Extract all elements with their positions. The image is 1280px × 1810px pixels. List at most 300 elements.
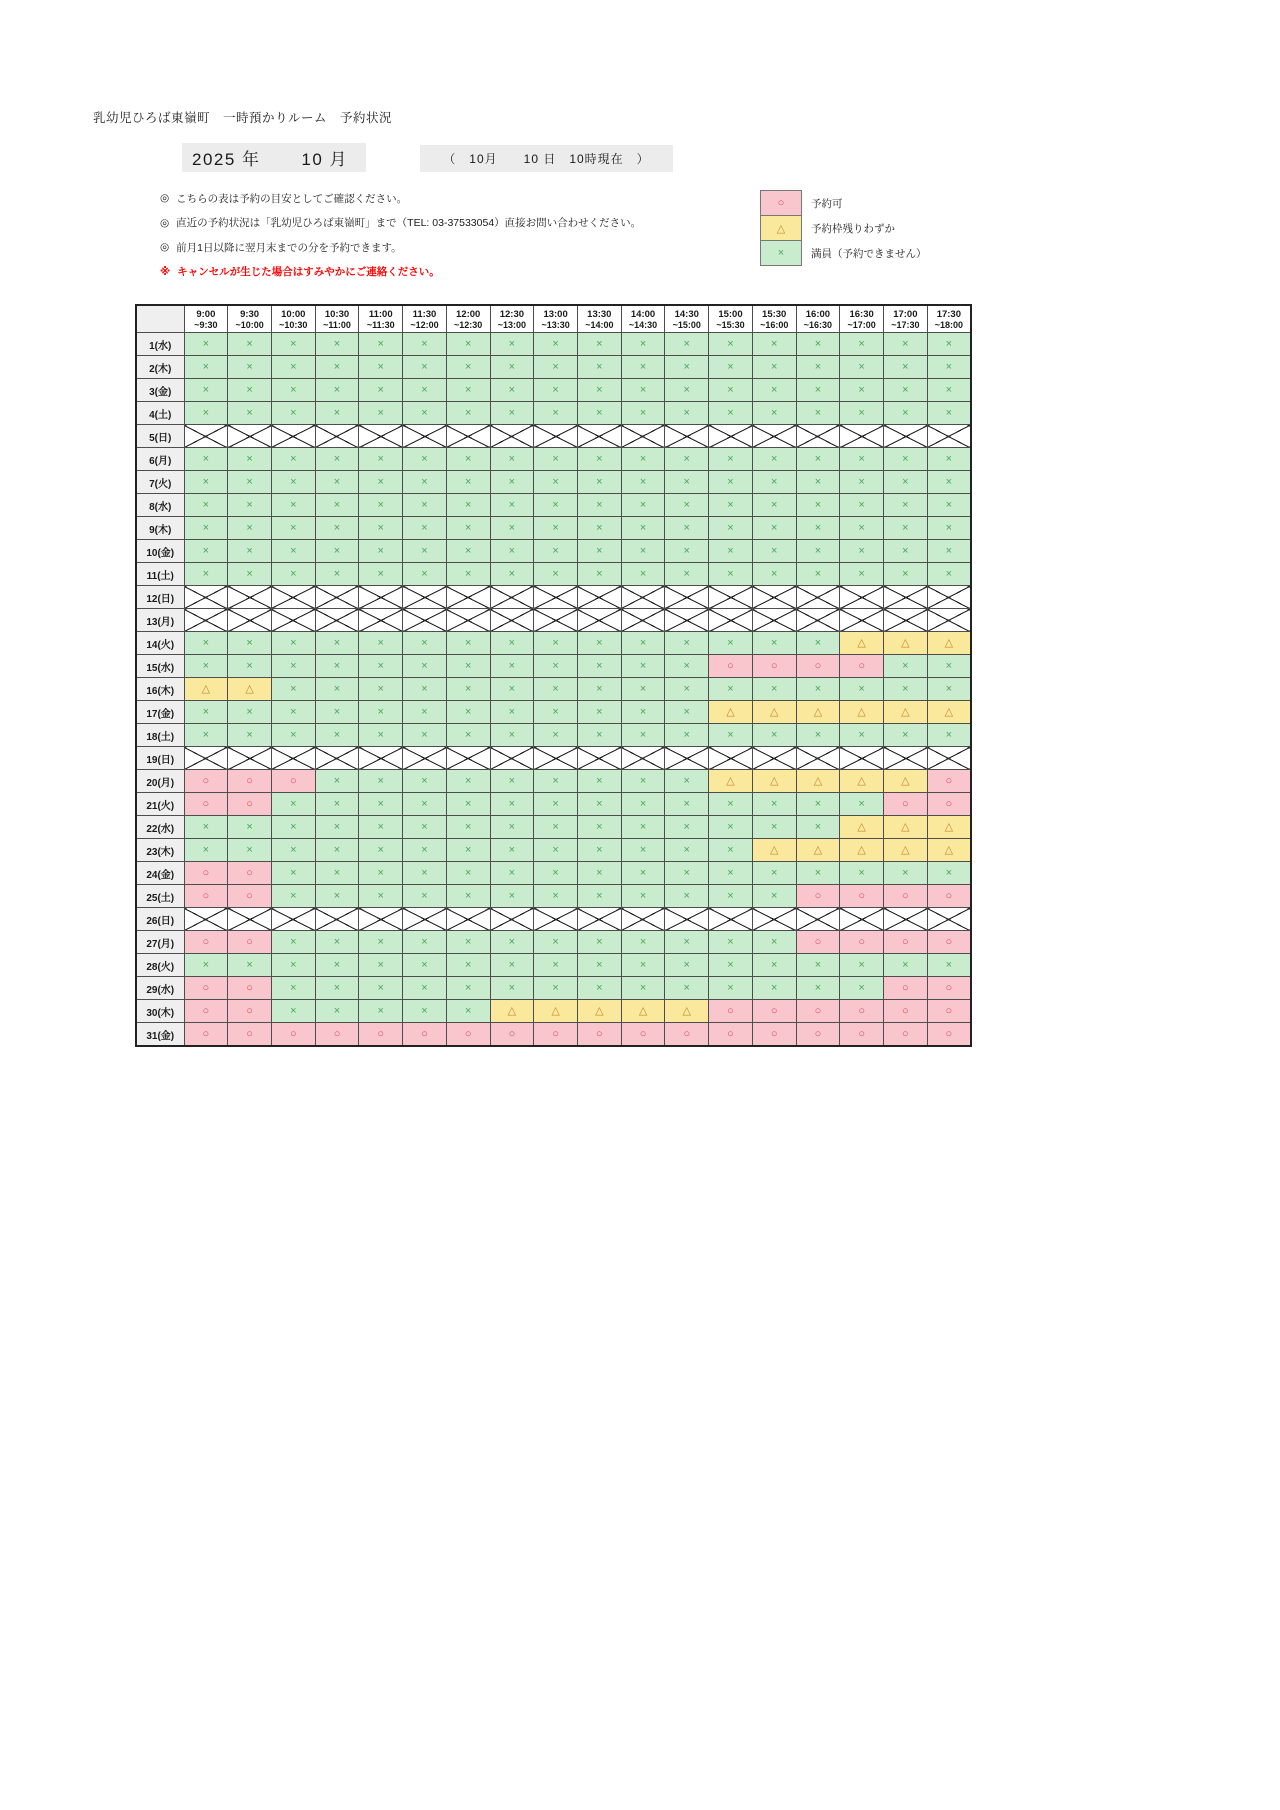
slot-cell-closed [490, 747, 534, 770]
time-slot-header [490, 305, 534, 333]
slot-cell: × [534, 494, 578, 517]
time-start: 12:00 [456, 308, 481, 320]
slot-cell: ○ [621, 1023, 665, 1047]
day-label: 5(日) [136, 425, 184, 448]
slot-cell: ○ [752, 1023, 796, 1047]
slot-cell: × [796, 678, 840, 701]
slot-cell: × [927, 655, 971, 678]
slot-cell: × [752, 954, 796, 977]
slot-cell: × [840, 379, 884, 402]
slot-cell: × [359, 356, 403, 379]
slot-cell-closed [403, 747, 447, 770]
day-label: 29(水) [136, 977, 184, 1000]
slot-cell: × [621, 770, 665, 793]
slot-cell: × [796, 333, 840, 356]
slot-cell: ○ [927, 885, 971, 908]
slot-cell: × [577, 816, 621, 839]
slot-cell-closed [840, 908, 884, 931]
slot-cell: × [577, 333, 621, 356]
day-label: 7(火) [136, 471, 184, 494]
slot-cell: × [271, 931, 315, 954]
slot-cell: × [927, 333, 971, 356]
day-label: 23(木) [136, 839, 184, 862]
reservation-table [135, 304, 972, 1047]
slot-cell: ○ [927, 1000, 971, 1023]
slot-cell: × [796, 379, 840, 402]
day-label: 11(土) [136, 563, 184, 586]
slot-cell: × [184, 494, 228, 517]
time-end: ~18:00 [934, 319, 963, 330]
slot-cell: × [884, 678, 928, 701]
day-label: 12(日) [136, 586, 184, 609]
slot-cell: × [271, 701, 315, 724]
table-row [136, 632, 971, 655]
time-start: 16:00 [805, 308, 831, 320]
slot-cell: × [490, 402, 534, 425]
slot-cell: × [446, 494, 490, 517]
slot-cell: × [315, 540, 359, 563]
day-label: 28(火) [136, 954, 184, 977]
slot-cell-closed [752, 908, 796, 931]
day-label: 19(日) [136, 747, 184, 770]
day-label: 15(水) [136, 655, 184, 678]
slot-cell: × [403, 494, 447, 517]
slot-cell-closed [796, 908, 840, 931]
slot-cell: ○ [271, 1023, 315, 1047]
slot-cell: × [446, 839, 490, 862]
slot-cell: × [840, 862, 884, 885]
slot-cell: ○ [840, 655, 884, 678]
slot-cell: × [534, 931, 578, 954]
slot-cell: × [446, 333, 490, 356]
slot-cell: × [490, 862, 534, 885]
time-end: ~17:00 [847, 319, 876, 330]
slot-cell: × [665, 379, 709, 402]
slot-cell: × [709, 678, 753, 701]
slot-cell: ○ [446, 1023, 490, 1047]
slot-cell: × [184, 356, 228, 379]
note-marker-icon: ◎ [160, 241, 170, 254]
slot-cell: × [271, 563, 315, 586]
slot-cell: × [403, 333, 447, 356]
slot-cell: ○ [709, 1023, 753, 1047]
slot-cell: × [709, 724, 753, 747]
slot-cell-closed [446, 609, 490, 632]
slot-cell: × [271, 678, 315, 701]
slot-cell: × [665, 494, 709, 517]
time-slot-header [534, 305, 578, 333]
slot-cell: × [884, 862, 928, 885]
slot-cell: × [840, 471, 884, 494]
slot-cell: △ [621, 1000, 665, 1023]
slot-cell: × [884, 563, 928, 586]
time-start: 11:30 [412, 308, 437, 320]
slot-cell: × [840, 356, 884, 379]
slot-cell: × [796, 862, 840, 885]
slot-cell: ○ [184, 885, 228, 908]
slot-cell: × [621, 563, 665, 586]
legend-row [760, 240, 927, 266]
slot-cell-closed [840, 586, 884, 609]
slot-cell: × [228, 655, 272, 678]
slot-cell: × [709, 471, 753, 494]
slot-cell: × [359, 517, 403, 540]
slot-cell: × [490, 885, 534, 908]
slot-cell: △ [534, 1000, 578, 1023]
slot-cell: × [884, 540, 928, 563]
slot-cell: × [490, 540, 534, 563]
time-start: 13:30 [587, 308, 612, 320]
slot-cell: ○ [228, 885, 272, 908]
slot-cell-closed [752, 586, 796, 609]
day-label: 3(金) [136, 379, 184, 402]
slot-cell: × [446, 540, 490, 563]
slot-cell-closed [184, 747, 228, 770]
slot-cell: ○ [271, 770, 315, 793]
slot-cell: × [403, 563, 447, 586]
slot-cell: × [315, 701, 359, 724]
slot-cell: × [490, 839, 534, 862]
grid-head [136, 305, 971, 333]
slot-cell-closed [184, 908, 228, 931]
slot-cell: × [534, 885, 578, 908]
time-start: 15:00 [718, 308, 743, 320]
slot-cell: × [534, 563, 578, 586]
slot-cell: × [534, 793, 578, 816]
slot-cell: × [621, 977, 665, 1000]
time-end: ~10:30 [279, 319, 308, 330]
day-label: 9(木) [136, 517, 184, 540]
slot-cell: × [577, 770, 621, 793]
slot-cell: × [359, 701, 403, 724]
slot-cell: × [403, 678, 447, 701]
slot-cell: × [184, 816, 228, 839]
slot-cell: △ [228, 678, 272, 701]
slot-cell: × [359, 931, 403, 954]
slot-cell: △ [927, 632, 971, 655]
note-text: 直近の予約状況は「乳幼児ひろば東嶺町」まで（TEL: 03-37533054）直接お問い合わせください。 [176, 217, 642, 230]
slot-cell: × [184, 839, 228, 862]
slot-cell: ○ [840, 1000, 884, 1023]
day-label: 13(月) [136, 609, 184, 632]
note-marker-icon: ◎ [160, 192, 170, 205]
slot-cell: × [184, 563, 228, 586]
slot-cell: × [534, 977, 578, 1000]
slot-cell: × [665, 954, 709, 977]
slot-cell: × [184, 655, 228, 678]
slot-cell-closed [315, 425, 359, 448]
slot-cell: ○ [228, 862, 272, 885]
slot-cell: × [359, 1000, 403, 1023]
slot-cell: × [446, 793, 490, 816]
slot-cell: × [665, 839, 709, 862]
time-end: ~16:00 [760, 319, 789, 330]
slot-cell: × [709, 931, 753, 954]
time-start: 9:00 [196, 308, 216, 320]
slot-cell: × [665, 448, 709, 471]
slot-cell: × [884, 517, 928, 540]
slot-cell: × [359, 862, 403, 885]
slot-cell: × [709, 517, 753, 540]
slot-cell: × [271, 540, 315, 563]
table-row [136, 862, 971, 885]
slot-cell: × [359, 770, 403, 793]
slot-cell: × [315, 724, 359, 747]
table-row [136, 609, 971, 632]
table-row [136, 816, 971, 839]
slot-cell: × [228, 517, 272, 540]
slot-cell: × [665, 701, 709, 724]
slot-cell-closed [271, 586, 315, 609]
slot-cell: △ [840, 839, 884, 862]
slot-cell: × [621, 632, 665, 655]
slot-cell: × [884, 954, 928, 977]
slot-cell: × [359, 678, 403, 701]
slot-cell: × [184, 954, 228, 977]
slot-cell-closed [184, 609, 228, 632]
slot-cell: × [840, 563, 884, 586]
note-text: こちらの表は予約の目安としてご確認ください。 [176, 192, 408, 205]
slot-cell: × [621, 402, 665, 425]
table-row [136, 379, 971, 402]
slot-cell: △ [927, 839, 971, 862]
slot-cell: × [665, 816, 709, 839]
slot-cell: × [403, 632, 447, 655]
time-end: ~10:00 [235, 319, 264, 330]
time-start: 11:00 [368, 308, 393, 320]
slot-cell: ○ [315, 1023, 359, 1047]
time-end: ~9:30 [194, 319, 218, 330]
slot-cell: ○ [752, 1000, 796, 1023]
slot-cell: × [927, 563, 971, 586]
slot-cell: △ [709, 770, 753, 793]
table-row [136, 517, 971, 540]
slot-cell-closed [621, 609, 665, 632]
time-slot-header [621, 305, 665, 333]
slot-cell: ○ [184, 1023, 228, 1047]
slot-cell: × [184, 517, 228, 540]
slot-cell: × [927, 540, 971, 563]
slot-cell: × [315, 839, 359, 862]
slot-cell: × [840, 678, 884, 701]
slot-cell: × [665, 655, 709, 678]
slot-cell: × [490, 724, 534, 747]
slot-cell: × [490, 977, 534, 1000]
slot-cell: × [403, 724, 447, 747]
slot-cell: × [621, 816, 665, 839]
slot-cell: ○ [884, 931, 928, 954]
slot-cell: × [534, 402, 578, 425]
slot-cell: × [752, 885, 796, 908]
slot-cell-closed [490, 609, 534, 632]
slot-cell: × [315, 494, 359, 517]
slot-cell-closed [184, 586, 228, 609]
slot-cell: △ [927, 701, 971, 724]
table-row [136, 448, 971, 471]
slot-cell: × [315, 379, 359, 402]
slot-cell: × [359, 379, 403, 402]
slot-cell: × [490, 494, 534, 517]
slot-cell: × [271, 839, 315, 862]
slot-cell: × [315, 977, 359, 1000]
slot-cell: × [534, 540, 578, 563]
slot-cell: △ [577, 1000, 621, 1023]
time-end: ~11:30 [366, 319, 395, 330]
slot-cell: × [271, 862, 315, 885]
slot-cell: × [577, 839, 621, 862]
slot-cell: × [665, 333, 709, 356]
slot-cell: × [534, 379, 578, 402]
slot-cell: × [184, 701, 228, 724]
slot-cell: × [184, 333, 228, 356]
time-slot-header [840, 305, 884, 333]
slot-cell: × [796, 563, 840, 586]
slot-cell: × [840, 954, 884, 977]
slot-cell: × [927, 724, 971, 747]
table-row [136, 356, 971, 379]
slot-cell: × [796, 517, 840, 540]
slot-cell-closed [228, 908, 272, 931]
slot-cell: × [709, 839, 753, 862]
slot-cell: × [184, 448, 228, 471]
slot-cell-closed [446, 908, 490, 931]
slot-cell: × [490, 471, 534, 494]
table-row [136, 1023, 971, 1047]
time-slot-header [315, 305, 359, 333]
slot-cell: ○ [184, 931, 228, 954]
day-label: 20(月) [136, 770, 184, 793]
note-line [160, 211, 641, 236]
slot-cell: × [228, 379, 272, 402]
slot-cell: × [621, 655, 665, 678]
slot-cell: × [927, 379, 971, 402]
slot-cell: × [403, 977, 447, 1000]
slot-cell: × [271, 724, 315, 747]
time-start: 15:30 [762, 308, 787, 320]
slot-cell-closed [315, 747, 359, 770]
day-label: 26(日) [136, 908, 184, 931]
legend-row [760, 190, 927, 216]
slot-cell: × [446, 1000, 490, 1023]
slot-cell: × [840, 448, 884, 471]
slot-cell: × [665, 770, 709, 793]
slot-cell: × [577, 885, 621, 908]
slot-cell: × [315, 885, 359, 908]
slot-cell: × [534, 770, 578, 793]
slot-cell: △ [840, 816, 884, 839]
slot-cell: × [621, 862, 665, 885]
slot-cell: ○ [884, 977, 928, 1000]
slot-cell: × [403, 379, 447, 402]
slot-cell: × [665, 793, 709, 816]
slot-cell: ○ [184, 793, 228, 816]
slot-cell: × [665, 632, 709, 655]
slot-cell: × [752, 724, 796, 747]
slot-cell-closed [884, 747, 928, 770]
slot-cell: × [621, 517, 665, 540]
slot-cell: △ [490, 1000, 534, 1023]
slot-cell: × [228, 954, 272, 977]
legend-label: 満員（予約できません） [811, 247, 927, 260]
slot-cell: × [577, 471, 621, 494]
slot-cell: ○ [927, 793, 971, 816]
slot-cell: × [271, 333, 315, 356]
slot-cell: × [884, 494, 928, 517]
slot-cell: × [359, 448, 403, 471]
slot-cell: × [621, 494, 665, 517]
time-start: 10:30 [324, 308, 350, 320]
table-row [136, 977, 971, 1000]
slot-cell: × [359, 954, 403, 977]
slot-cell: × [665, 931, 709, 954]
slot-cell: ○ [840, 885, 884, 908]
slot-cell: × [534, 655, 578, 678]
day-label: 4(土) [136, 402, 184, 425]
slot-cell: × [709, 563, 753, 586]
slot-cell: ○ [709, 1000, 753, 1023]
slot-cell: ○ [228, 977, 272, 1000]
note-line [160, 260, 641, 285]
slot-cell: × [709, 540, 753, 563]
time-end: ~15:00 [672, 319, 701, 330]
slot-cell: × [884, 333, 928, 356]
slot-cell: × [621, 724, 665, 747]
time-slot-header [271, 305, 315, 333]
slot-cell: × [577, 494, 621, 517]
slot-cell: × [884, 448, 928, 471]
slot-cell: × [927, 494, 971, 517]
slot-cell: × [534, 954, 578, 977]
slot-cell-closed [534, 609, 578, 632]
slot-cell-closed [840, 425, 884, 448]
slot-cell-closed [796, 586, 840, 609]
slot-cell: × [490, 701, 534, 724]
slot-cell-closed [403, 609, 447, 632]
table-row [136, 1000, 971, 1023]
slot-cell: × [577, 793, 621, 816]
slot-cell: × [315, 816, 359, 839]
table-row [136, 471, 971, 494]
slot-cell: × [403, 839, 447, 862]
slot-cell: × [665, 862, 709, 885]
slot-cell-closed [315, 609, 359, 632]
slot-cell: × [271, 1000, 315, 1023]
slot-cell-closed [621, 425, 665, 448]
slot-cell: × [271, 793, 315, 816]
slot-cell-closed [271, 908, 315, 931]
slot-cell: × [315, 632, 359, 655]
slot-cell: × [271, 471, 315, 494]
slot-cell: × [184, 724, 228, 747]
slot-cell-closed [884, 908, 928, 931]
slot-cell: × [359, 655, 403, 678]
note-line [160, 235, 641, 260]
slot-cell-closed [621, 747, 665, 770]
note-text: 前月1日以降に翌月末までの分を予約できます。 [176, 241, 402, 254]
slot-cell-closed [665, 586, 709, 609]
period-month: 10 月 [301, 150, 348, 169]
slot-cell: × [709, 632, 753, 655]
slot-cell: × [796, 471, 840, 494]
legend-row [760, 215, 927, 241]
slot-cell: △ [884, 770, 928, 793]
slot-cell: × [403, 701, 447, 724]
slot-cell: × [621, 333, 665, 356]
table-row [136, 678, 971, 701]
day-label: 22(水) [136, 816, 184, 839]
slot-cell: × [446, 678, 490, 701]
slot-cell: ○ [796, 655, 840, 678]
